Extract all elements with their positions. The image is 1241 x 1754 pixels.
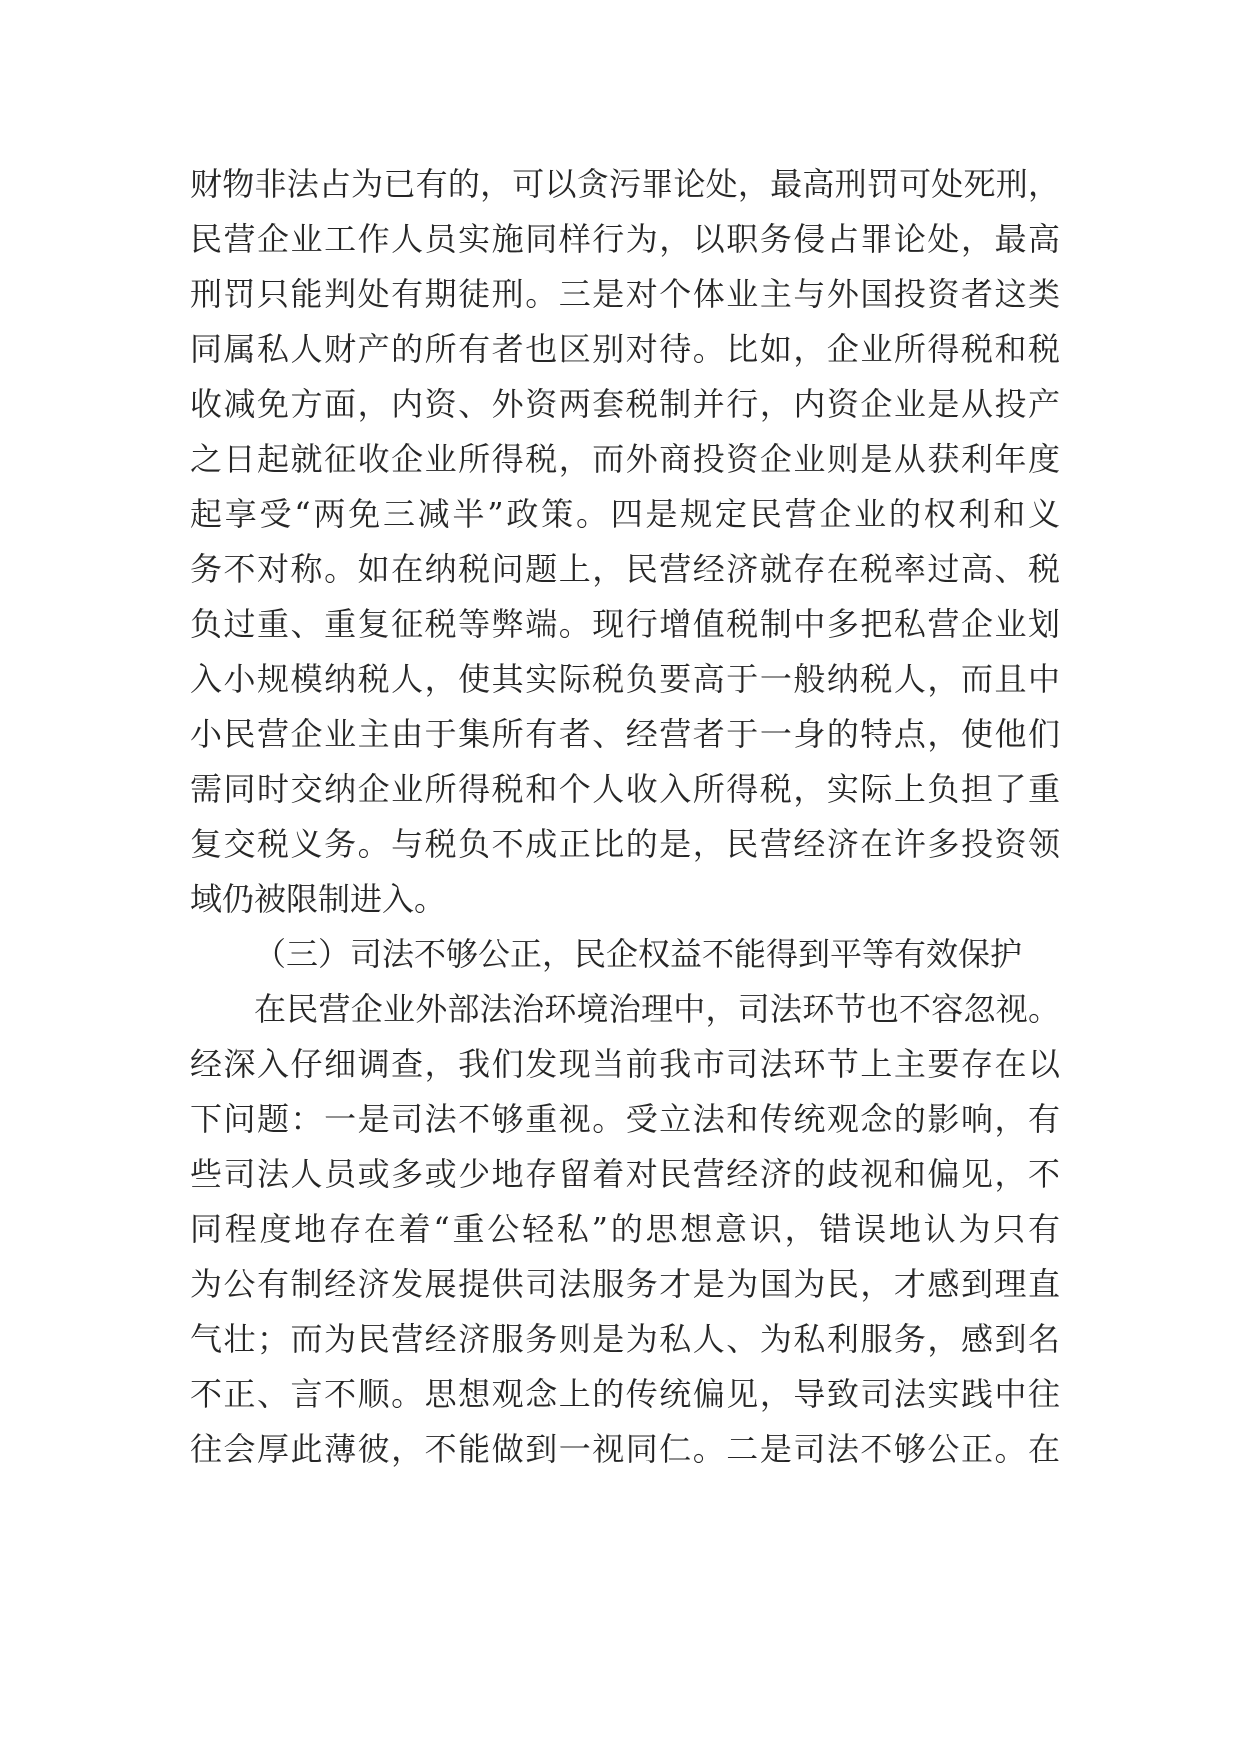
text-line: 在民营企业外部法治环境治理中，司法环节也不容忽视。 <box>254 990 1060 1028</box>
text-line: 同属私人财产的所有者也区别对待。比如，企业所得税和税 <box>190 330 1060 368</box>
text-line: 入小规模纳税人，使其实际税负要高于一般纳税人，而且中 <box>190 660 1060 698</box>
text-line: 域仍被限制进入。 <box>190 880 447 918</box>
body-text <box>190 157 1060 1477</box>
section-heading: （三）司法不够公正，民企权益不能得到平等有效保护 <box>254 935 1023 973</box>
text-line: 起享受“两免三减半”政策。四是规定民营企业的权利和义 <box>190 495 1060 533</box>
text-line: 同程度地存在着“重公轻私”的思想意识，错误地认为只有 <box>190 1210 1060 1248</box>
text-line: 收减免方面，内资、外资两套税制并行，内资企业是从投产 <box>190 385 1060 423</box>
text-line: 往会厚此薄彼，不能做到一视同仁。二是司法不够公正。在 <box>190 1430 1060 1468</box>
text-line: 经深入仔细调查，我们发现当前我市司法环节上主要存在以 <box>190 1045 1060 1083</box>
text-line: 气壮；而为民营经济服务则是为私人、为私利服务，感到名 <box>190 1320 1060 1358</box>
text-line: 复交税义务。与税负不成正比的是，民营经济在许多投资领 <box>190 825 1060 863</box>
text-line: 不正、言不顺。思想观念上的传统偏见，导致司法实践中往 <box>190 1375 1060 1413</box>
text-line: 些司法人员或多或少地存留着对民营经济的歧视和偏见，不 <box>190 1155 1060 1193</box>
text-line: 民营企业工作人员实施同样行为，以职务侵占罪论处，最高 <box>190 220 1060 258</box>
text-line: 之日起就征收企业所得税，而外商投资企业则是从获利年度 <box>190 440 1060 478</box>
text-line: 小民营企业主由于集所有者、经营者于一身的特点，使他们 <box>190 715 1060 753</box>
text-line: 下问题：一是司法不够重视。受立法和传统观念的影响，有 <box>190 1100 1060 1138</box>
text-line: 务不对称。如在纳税问题上，民营经济就存在税率过高、税 <box>190 550 1060 588</box>
text-line: 为公有制经济发展提供司法服务才是为国为民，才感到理直 <box>190 1265 1060 1303</box>
text-line: 财物非法占为已有的，可以贪污罪论处，最高刑罚可处死刑， <box>190 165 1060 203</box>
text-line: 负过重、重复征税等弊端。现行增值税制中多把私营企业划 <box>190 605 1060 643</box>
text-line: 需同时交纳企业所得税和个人收入所得税，实际上负担了重 <box>190 770 1060 808</box>
text-line: 刑罚只能判处有期徒刑。三是对个体业主与外国投资者这类 <box>190 275 1060 313</box>
